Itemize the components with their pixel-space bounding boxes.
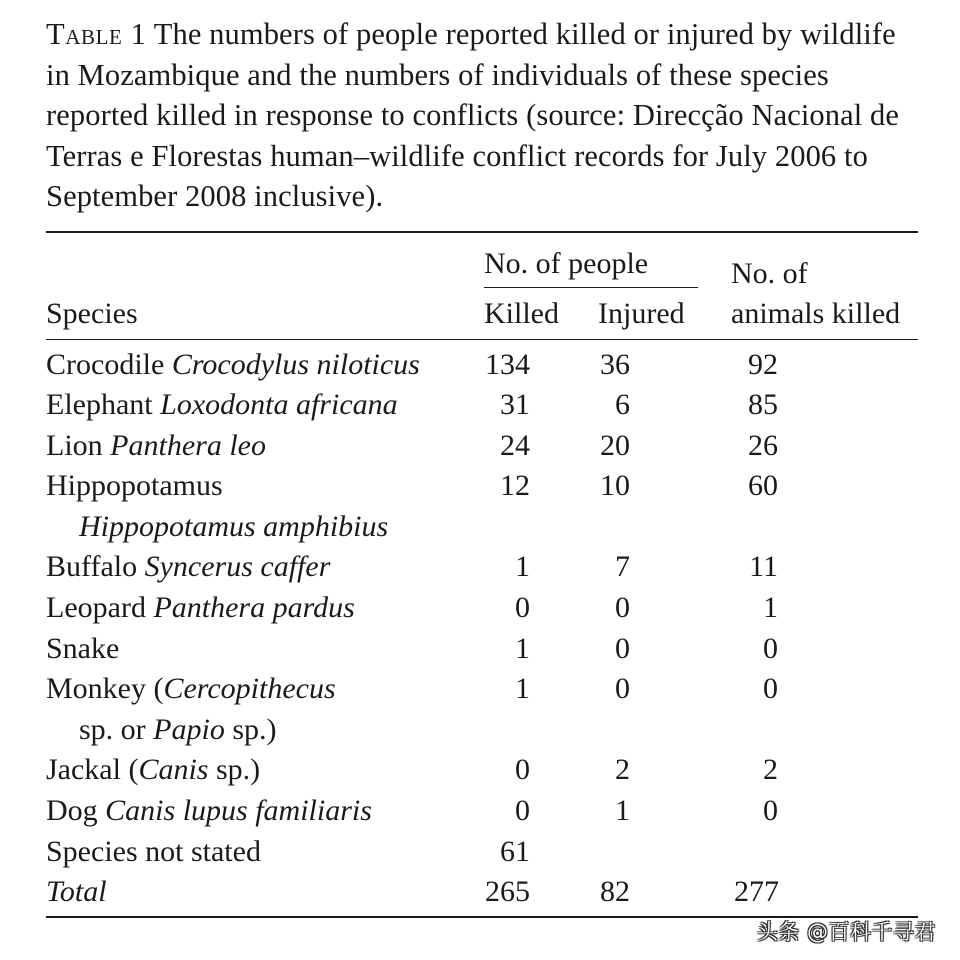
header-killed: Killed — [484, 296, 559, 330]
watermark: 头条 @百科千寻君 — [756, 920, 936, 944]
injured-cell: 10 — [600, 469, 630, 503]
animals-killed-cell: 26 — [748, 428, 778, 462]
killed-cell: 61 — [500, 834, 530, 868]
killed-cell: 1 — [515, 550, 530, 584]
animals-killed-cell: 0 — [763, 672, 778, 706]
scientific-name: Syncerus caffer — [144, 550, 331, 584]
total-label: Total — [46, 875, 107, 909]
table-row — [46, 463, 918, 544]
header-species: Species — [46, 296, 138, 330]
header-people-group: No. of people — [484, 247, 698, 288]
table-row — [46, 585, 918, 626]
table-body — [46, 340, 918, 910]
species-cell — [46, 426, 466, 467]
animals-killed-cell: 0 — [763, 794, 778, 828]
animals-killed-cell: 2 — [763, 753, 778, 787]
species-cell — [46, 629, 466, 670]
animals-killed-cell: 277 — [734, 875, 779, 909]
killed-cell: 24 — [500, 428, 530, 462]
common-name: Snake — [46, 631, 120, 665]
common-name-continued: sp. or — [79, 712, 154, 746]
animals-killed-cell: 92 — [748, 347, 778, 381]
table-page — [46, 14, 918, 918]
common-name: Monkey ( — [46, 672, 164, 706]
common-name: Leopard — [46, 591, 146, 625]
header-animals-line2: animals killed — [731, 296, 901, 330]
common-name: Crocodile — [46, 347, 165, 381]
common-name: Buffalo — [46, 550, 138, 584]
header-animals-line1: No. of — [731, 256, 808, 290]
killed-cell: 134 — [485, 347, 530, 381]
scientific-name: Panthera leo — [110, 428, 266, 462]
injured-cell: 0 — [615, 672, 630, 706]
scientific-name: Loxodonta africana — [160, 388, 398, 422]
killed-cell: 265 — [485, 875, 530, 909]
name-suffix: sp.) — [224, 712, 277, 746]
killed-cell: 1 — [515, 631, 530, 665]
scientific-name: Cercopithecus — [163, 672, 336, 706]
animals-killed-cell: 11 — [749, 550, 778, 584]
common-name: Lion — [46, 428, 103, 462]
common-name: Species not stated — [46, 834, 261, 868]
name-suffix: sp.) — [208, 753, 261, 787]
species-cell — [46, 547, 466, 588]
species-cell — [46, 669, 466, 750]
scientific-name: Crocodylus niloticus — [171, 347, 420, 381]
table-row — [46, 829, 918, 870]
injured-cell: 2 — [615, 753, 630, 787]
table-row — [46, 747, 918, 788]
species-cell — [46, 872, 466, 913]
animals-killed-cell: 85 — [748, 388, 778, 422]
table-row — [46, 423, 918, 464]
species-cell — [46, 588, 466, 629]
scientific-name: Canis — [138, 753, 209, 787]
total-row — [46, 869, 918, 910]
table-row — [46, 544, 918, 585]
common-name: Dog — [46, 794, 98, 828]
table-row — [46, 626, 918, 667]
table-label: Table 1 — [46, 17, 147, 51]
species-cell — [46, 791, 466, 832]
table-row — [46, 342, 918, 383]
killed-cell: 31 — [500, 388, 530, 422]
common-name: Elephant — [46, 388, 153, 422]
species-cell — [46, 832, 466, 873]
injured-cell: 20 — [600, 428, 630, 462]
injured-cell: 0 — [615, 591, 630, 625]
injured-cell: 36 — [600, 347, 630, 381]
species-cell — [46, 345, 466, 386]
species-cell — [46, 466, 466, 547]
injured-cell: 7 — [615, 550, 630, 584]
common-name: Hippopotamus — [46, 469, 223, 503]
scientific-name: Canis lupus familiaris — [105, 794, 372, 828]
injured-cell: 82 — [600, 875, 630, 909]
common-name: Jackal ( — [46, 753, 139, 787]
scientific-name: Hippopotamus amphibius — [79, 509, 389, 543]
killed-cell: 0 — [515, 794, 530, 828]
injured-cell: 6 — [615, 388, 630, 422]
injured-cell: 0 — [615, 631, 630, 665]
animals-killed-cell: 0 — [763, 631, 778, 665]
animals-killed-cell: 60 — [748, 469, 778, 503]
injured-cell: 1 — [615, 794, 630, 828]
scientific-name: Panthera pardus — [153, 591, 355, 625]
table-row — [46, 382, 918, 423]
scientific-name-alt: Papio — [153, 712, 225, 746]
table-row — [46, 788, 918, 829]
table-caption — [46, 14, 918, 217]
caption-text: The numbers of people reported killed or injured by wildlife in Mozambique and the numbers of individuals of these species reported killed in response to conflicts (source: Direcção Nacional de Terras e Florestas human–wildlife conflict records for July 2006 to September 2008 inclusive). — [46, 17, 900, 213]
killed-cell: 12 — [500, 469, 530, 503]
killed-cell: 0 — [515, 591, 530, 625]
species-cell — [46, 750, 466, 791]
table-header — [46, 233, 918, 339]
killed-cell: 1 — [515, 672, 530, 706]
species-cell — [46, 385, 466, 426]
killed-cell: 0 — [515, 753, 530, 787]
header-injured: Injured — [598, 296, 685, 330]
table-row — [46, 666, 918, 747]
animals-killed-cell: 1 — [763, 591, 778, 625]
